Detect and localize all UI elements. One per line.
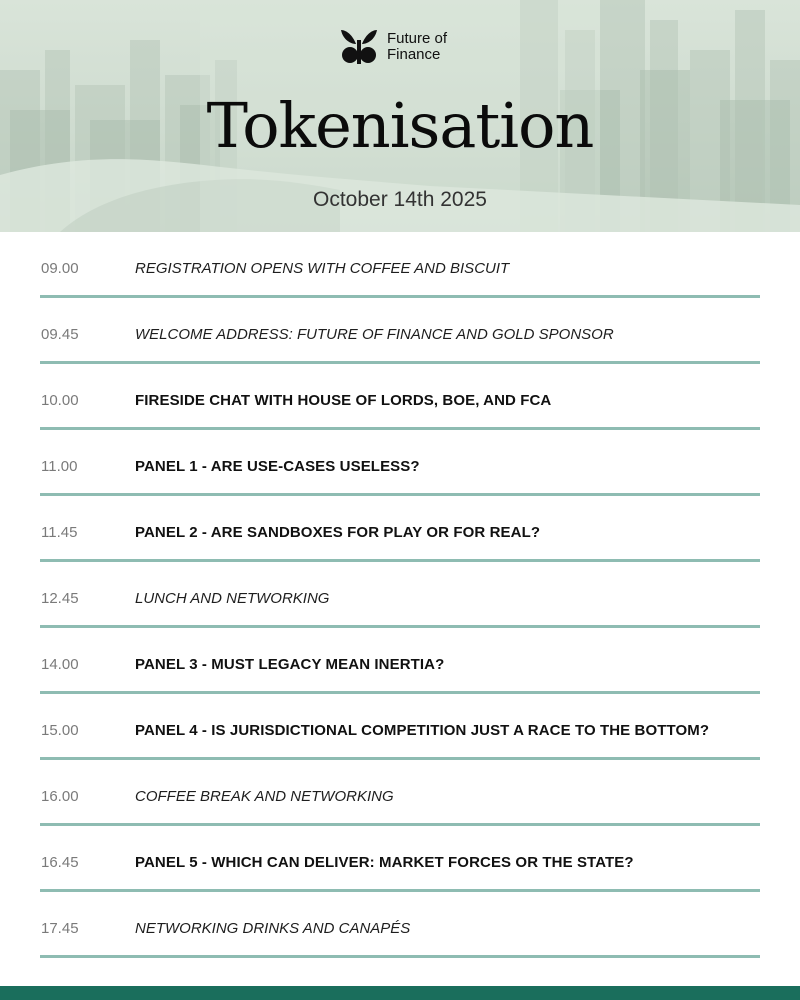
agenda-row — [40, 430, 760, 496]
agenda-event: PANEL 2 - ARE SANDBOXES FOR PLAY OR FOR REAL? — [135, 524, 541, 541]
agenda-time: 11.45 — [41, 524, 78, 541]
agenda-row — [40, 760, 760, 826]
agenda-time: 09.45 — [41, 326, 79, 343]
agenda-time: 15.00 — [41, 722, 79, 739]
agenda-event: WELCOME ADDRESS: FUTURE OF FINANCE AND GOLD SPONSOR — [135, 326, 614, 343]
agenda-event: PANEL 5 - WHICH CAN DELIVER: MARKET FORCES OR THE STATE? — [135, 854, 634, 871]
header-banner — [0, 0, 800, 232]
brand-logo — [337, 26, 447, 68]
future-of-finance-logo-icon — [337, 26, 381, 68]
agenda-event: FIRESIDE CHAT WITH HOUSE OF LORDS, BOE, AND FCA — [135, 392, 552, 409]
agenda-time: 12.45 — [41, 590, 79, 607]
agenda-event: NETWORKING DRINKS AND CANAPÉS — [135, 920, 411, 937]
agenda-row — [40, 562, 760, 628]
event-date: October 14th 2025 — [313, 188, 487, 211]
brand-line-1: Future of — [387, 30, 448, 47]
agenda-row — [40, 628, 760, 694]
agenda-time: 16.00 — [41, 788, 79, 805]
agenda-time: 10.00 — [41, 392, 79, 409]
agenda-event: PANEL 3 - MUST LEGACY MEAN INERTIA? — [135, 656, 445, 673]
agenda-event: PANEL 4 - IS JURISDICTIONAL COMPETITION JUST A RACE TO THE BOTTOM? — [135, 722, 710, 739]
agenda-time: 11.00 — [41, 458, 78, 475]
agenda-row — [40, 826, 760, 892]
agenda-row — [40, 298, 760, 364]
agenda-event: LUNCH AND NETWORKING — [135, 590, 330, 607]
agenda-event: PANEL 1 - ARE USE-CASES USELESS? — [135, 458, 420, 475]
agenda-time: 14.00 — [41, 656, 79, 673]
agenda-time: 16.45 — [41, 854, 79, 871]
page-title: Tokenisation — [206, 89, 594, 162]
brand-name — [387, 31, 447, 63]
agenda-row — [40, 496, 760, 562]
agenda-time: 17.45 — [41, 920, 79, 937]
agenda-time: 09.00 — [41, 260, 79, 277]
agenda-event: REGISTRATION OPENS WITH COFFEE AND BISCUIT — [135, 260, 510, 277]
agenda-row — [40, 364, 760, 430]
agenda-row — [40, 892, 760, 958]
footer-bar — [0, 986, 800, 1000]
agenda-list — [40, 232, 760, 958]
agenda-event: COFFEE BREAK AND NETWORKING — [135, 788, 394, 805]
agenda-row — [40, 232, 760, 298]
agenda-row — [40, 694, 760, 760]
brand-line-2: Finance — [387, 46, 441, 63]
